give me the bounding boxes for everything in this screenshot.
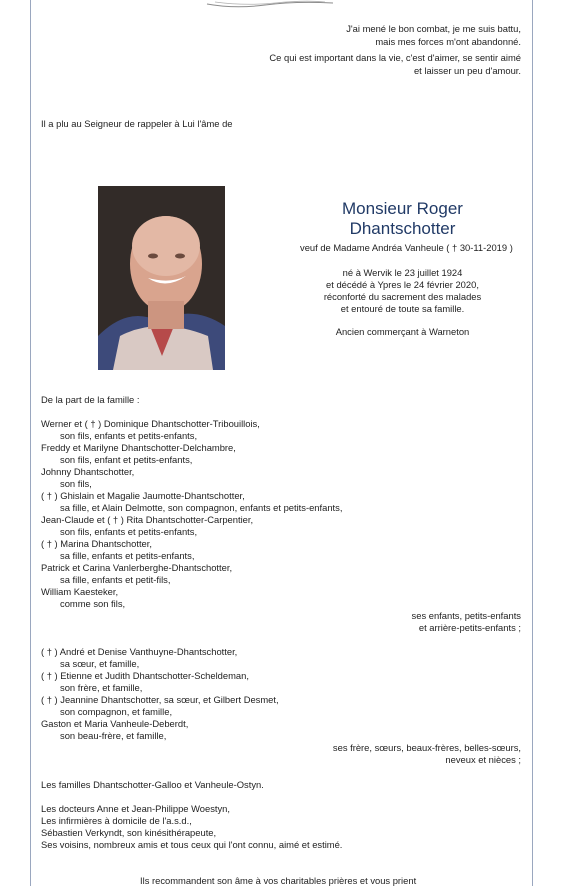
family-member-line: son fils, enfants et petits-enfants, — [60, 526, 198, 537]
sacrament-line: réconforté du sacrement des malades — [323, 291, 482, 302]
family-member-line: son frère, et famille, — [60, 682, 143, 693]
portrait-photo — [98, 186, 225, 370]
children-summary: ses enfants, petits-enfants — [411, 610, 521, 621]
birth-line: né à Wervik le 23 juillet 1924 — [342, 267, 463, 278]
family-member-line: Gaston et Maria Vanheule-Deberdt, — [41, 718, 189, 729]
thanks-line: Les infirmières à domicile de l'a.s.d., — [41, 815, 192, 826]
family-member-line: William Kaesteker, — [41, 586, 119, 597]
deceased-name: Monsieur Roger — [342, 199, 463, 218]
poem-line: J'ai mené le bon combat, je me suis battu, — [346, 23, 521, 34]
family-member-line: son compagnon, et famille, — [60, 706, 173, 717]
thanks-line: Ses voisins, nombreux amis et tous ceux qui l'ont connu, aimé et estimé. — [41, 839, 343, 850]
occupation-line: Ancien commerçant à Warneton — [335, 326, 470, 337]
ornament-icon — [205, 0, 335, 9]
poem-line: mais mes forces m'ont abandonné. — [375, 36, 521, 47]
deceased-surname: Dhantschotter — [349, 219, 456, 238]
siblings-summary: ses frère, sœurs, beaux-frères, belles-sœurs, — [332, 742, 521, 753]
family-member-line: sa fille, enfants et petit-fils, — [60, 574, 171, 585]
family-member-line: Jean-Claude et ( † ) Rita Dhantschotter-Carpentier, — [41, 514, 254, 525]
family-member-line: comme son fils, — [60, 598, 126, 609]
family-member-line: son fils, enfant et petits-enfants, — [60, 454, 193, 465]
children-summary: et arrière-petits-enfants ; — [418, 622, 521, 633]
family-member-line: sa fille, enfants et petits-enfants, — [60, 550, 195, 561]
poem-line: Ce qui est important dans la vie, c'est d'aimer, se sentir aimé — [269, 52, 521, 63]
family-member-line: ( † ) André et Denise Vanthuyne-Dhantschotter, — [41, 646, 238, 657]
poem-line: et laisser un peu d'amour. — [413, 65, 521, 76]
family-member-line: ( † ) Ghislain et Magalie Jaumotte-Dhantschotter, — [41, 490, 245, 501]
right-border — [532, 0, 533, 886]
family-member-line: Johnny Dhantschotter, — [41, 466, 135, 477]
death-line: et décédé à Ypres le 24 février 2020, — [326, 279, 479, 290]
widower-line: veuf de Madame Andréa Vanheule ( † 30-11-2019 ) — [300, 242, 513, 253]
family-line: et entouré de toute sa famille. — [340, 303, 465, 314]
family-member-line: Patrick et Carina Vanlerberghe-Dhantschotter, — [41, 562, 233, 573]
families-line: Les familles Dhantschotter-Galloo et Vanheule-Ostyn. — [41, 779, 264, 790]
siblings-summary: neveux et nièces ; — [445, 754, 521, 765]
left-border — [30, 0, 31, 886]
family-member-line: Freddy et Marilyne Dhantschotter-Delchambre, — [41, 442, 236, 453]
family-member-line: ( † ) Marina Dhantschotter, — [41, 538, 152, 549]
thanks-line: Sébastien Verkyndt, son kinésithérapeute, — [41, 827, 217, 838]
family-member-line: ( † ) Etienne et Judith Dhantschotter-Scheldeman, — [41, 670, 249, 681]
family-member-line: sa sœur, et famille, — [60, 658, 140, 669]
intro-text: Il a plu au Seigneur de rappeler à Lui l'âme de — [41, 118, 233, 129]
family-member-line: sa fille, et Alain Delmotte, son compagnon, enfants et petits-enfants, — [60, 502, 343, 513]
family-intro: De la part de la famille : — [41, 394, 140, 405]
thanks-line: Les docteurs Anne et Jean-Philippe Woestyn, — [41, 803, 231, 814]
family-member-line: son fils, — [60, 478, 92, 489]
family-member-line: Werner et ( † ) Dominique Dhantschotter-Tribouillois, — [41, 418, 260, 429]
family-member-line: ( † ) Jeannine Dhantschotter, sa sœur, et Gilbert Desmet, — [41, 694, 279, 705]
closing-line: Ils recommandent son âme à vos charitables prières et vous prient — [140, 875, 417, 886]
family-member-line: son beau-frère, et famille, — [60, 730, 167, 741]
family-member-line: son fils, enfants et petits-enfants, — [60, 430, 198, 441]
